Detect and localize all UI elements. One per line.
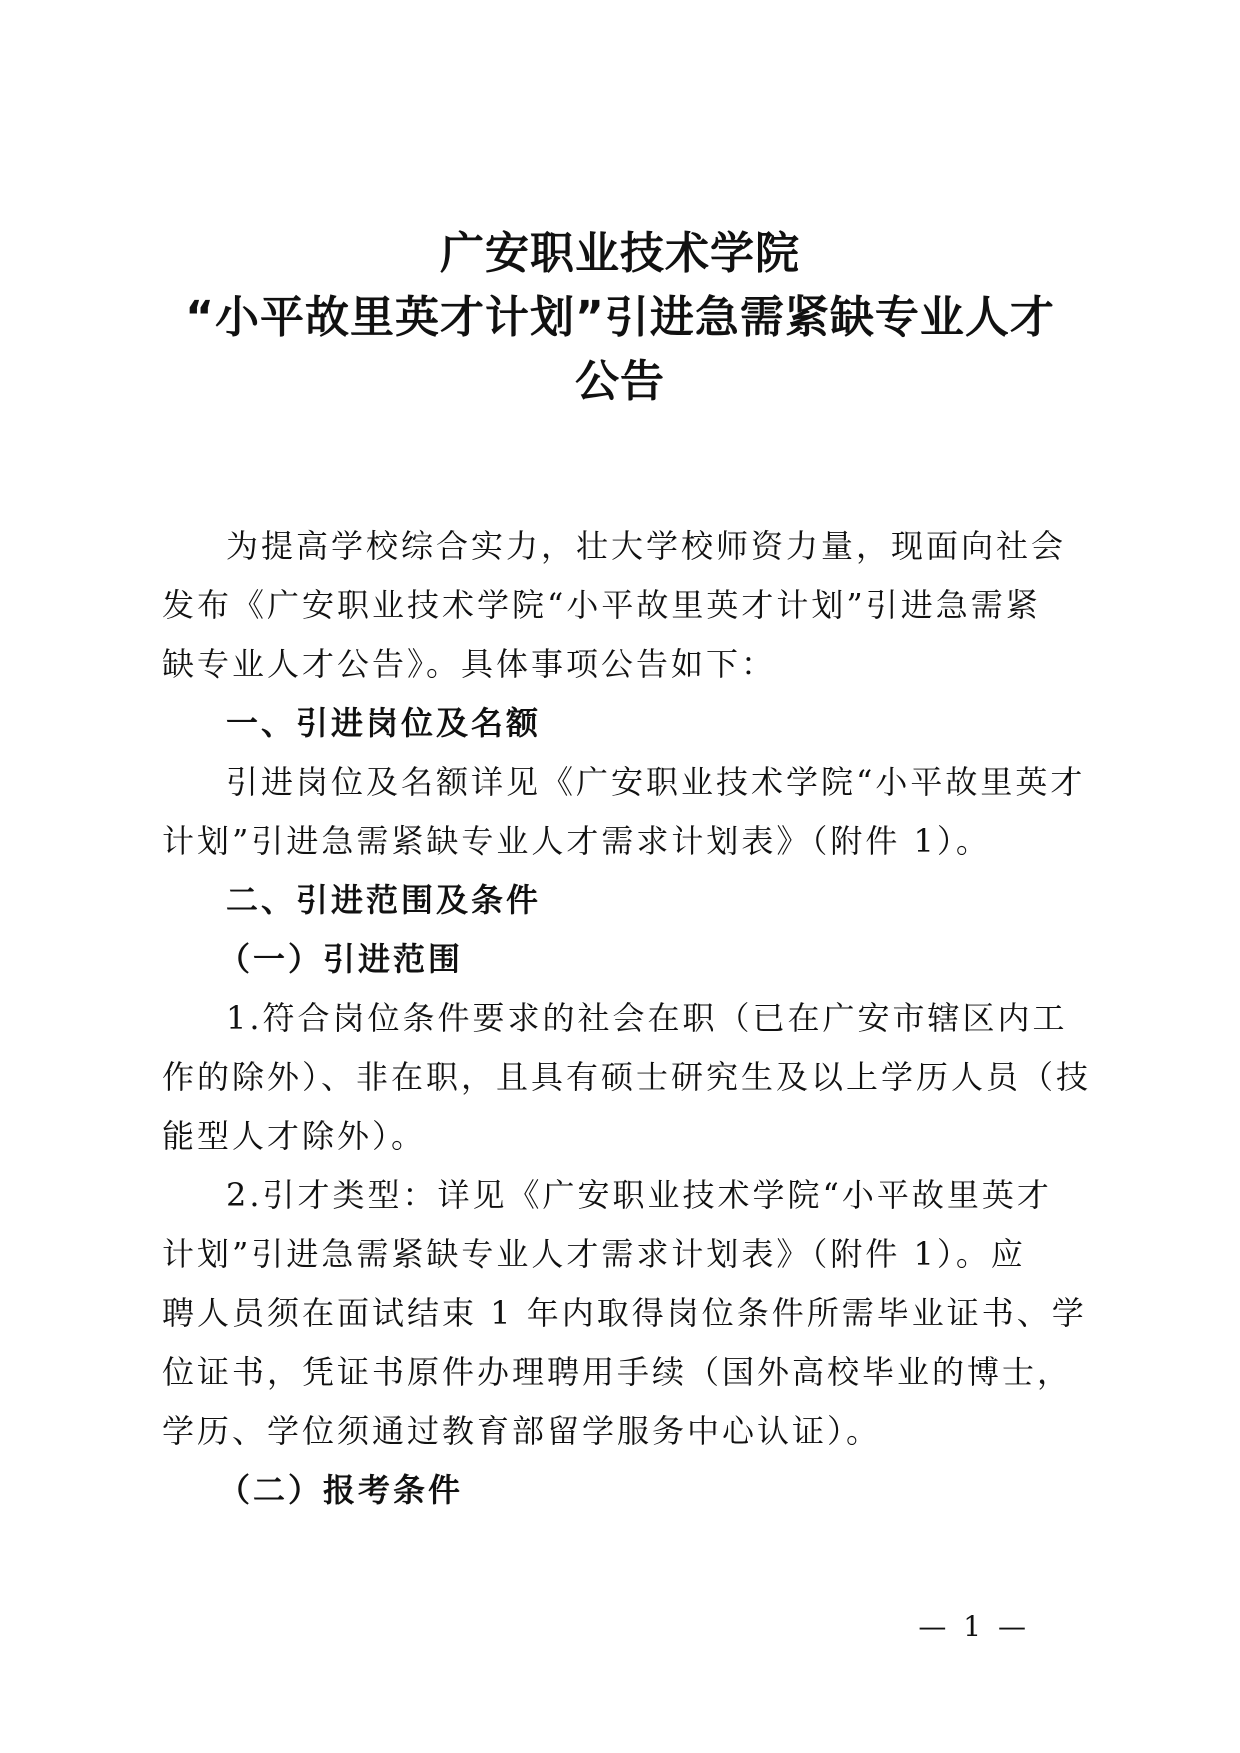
subsection-2-heading: （二）报考条件 <box>218 1471 464 1509</box>
document-title <box>0 222 1240 414</box>
title-line-3: 公告 <box>575 356 665 407</box>
item-1-line-1: 1.符合岗位条件要求的社会在职（已在广安市辖区内工 <box>226 999 1068 1037</box>
item-1-line-2: 作的除外）、非在职，且具有硕士研究生及以上学历人员（技 <box>162 1058 1092 1096</box>
section-1-paragraph <box>162 753 1086 871</box>
item-2-line-1: 2.引才类型：详见《广安职业技术学院“小平故里英才 <box>226 1176 1052 1214</box>
item-2-line-5: 学历、学位须通过教育部留学服务中心认证）。 <box>162 1412 882 1450</box>
subsection-1-heading: （一）引进范围 <box>218 940 464 978</box>
section-1-line-1: 引进岗位及名额详见《广安职业技术学院“小平故里英才 <box>226 763 1086 801</box>
intro-paragraph <box>162 517 1080 694</box>
intro-line-2: 发布《广安职业技术学院“小平故里英才计划”引进急需紧 <box>162 586 1041 624</box>
title-line-1: 广安职业技术学院 <box>440 228 800 279</box>
intro-line-3: 缺专业人才公告》。具体事项公告如下： <box>162 645 777 683</box>
item-1-line-3: 能型人才除外）。 <box>162 1117 427 1155</box>
item-2-line-4: 位证书，凭证书原件办理聘用手续（国外高校毕业的博士， <box>162 1353 1073 1391</box>
item-1-paragraph <box>162 989 1092 1166</box>
intro-line-1: 为提高学校综合实力，壮大学校师资力量，现面向社会 <box>226 527 1067 565</box>
item-2-line-3: 聘人员须在面试结束 1 年内取得岗位条件所需毕业证书、学 <box>162 1294 1087 1332</box>
section-1-line-2: 计划”引进急需紧缺专业人才需求计划表》（附件 1）。 <box>162 822 991 860</box>
section-1-heading: 一、引进岗位及名额 <box>226 704 542 742</box>
item-2-paragraph <box>162 1166 1087 1461</box>
page-number: — 1 — <box>918 1610 1030 1643</box>
title-line-2: “小平故里英才计划”引进急需紧缺专业人才 <box>185 292 1055 343</box>
item-2-line-2: 计划”引进急需紧缺专业人才需求计划表》（附件 1）。应 <box>162 1235 1026 1273</box>
document-body <box>162 517 1092 1520</box>
section-2-heading: 二、引进范围及条件 <box>226 881 542 919</box>
